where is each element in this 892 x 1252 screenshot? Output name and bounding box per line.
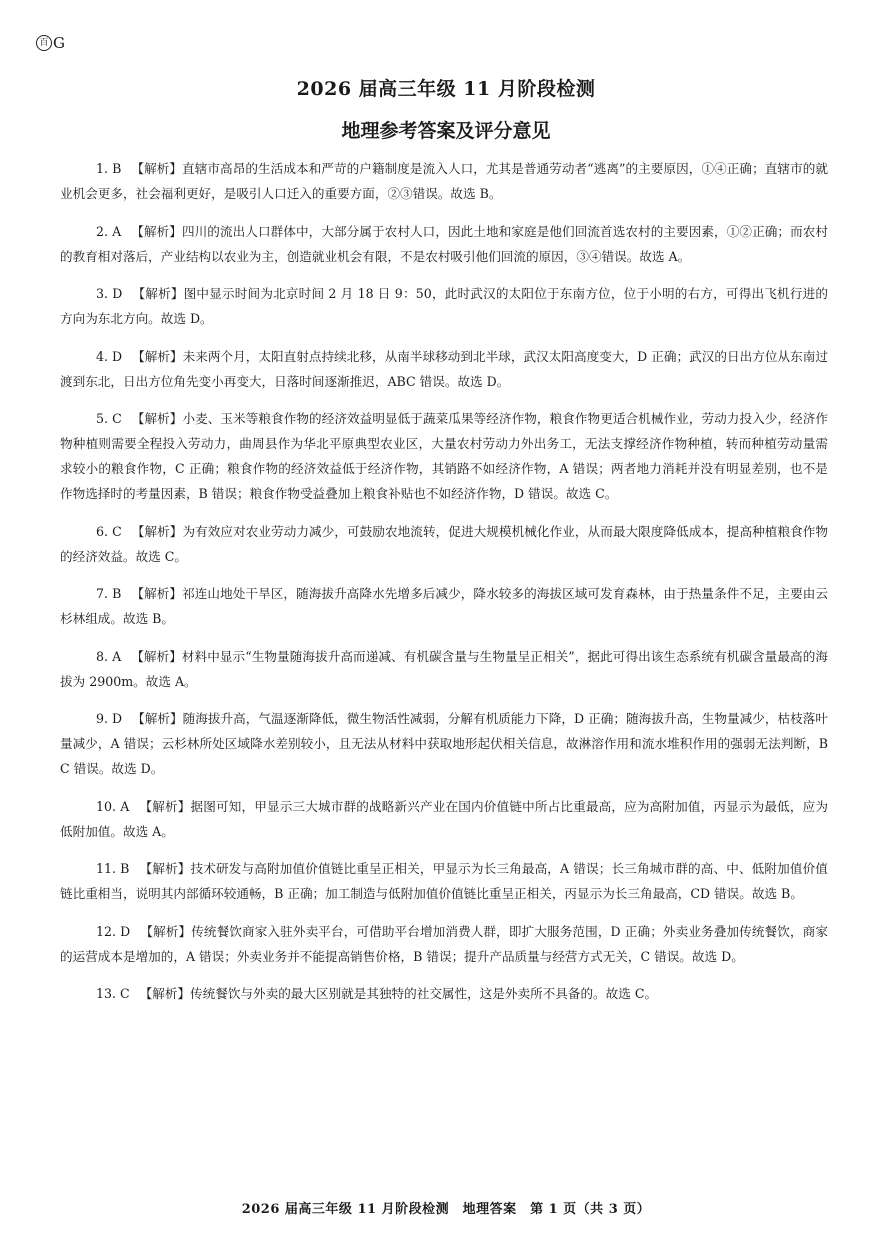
answer-item <box>60 981 828 1006</box>
answer-list <box>60 156 828 1019</box>
answer-number: 7. B <box>96 586 122 601</box>
answer-number: 2. A <box>96 223 122 239</box>
answer-text: 【解析】传统餐饮与外卖的最大区别就是其独特的社交属性，这是外卖所不具备的。故选 C。 <box>139 986 658 1001</box>
answer-number: 12. D <box>96 923 131 939</box>
logo-letter: G <box>53 34 65 52</box>
answer-text: 【解析】材料中显示“生物量随海拔升高而递减、有机碳含量与生物量呈正相关”，据此可得出该生态系统有机碳含量最高的海拔为 2900m。故选 A。 <box>60 648 828 689</box>
answer-text: 【解析】未来两个月，太阳直射点持续北移，从南半球移动到北半球，武汉太阳高度变大，D 正确；武汉的日出方位从东南过渡到东北，日出方位角先变小再变大，日落时间逐渐推迟，ABC 错误。故选 D。 <box>60 348 828 389</box>
answer-item <box>60 344 828 394</box>
page-footer: 2026 届高三年级 11 月阶段检测 地理答案 第 1 页（共 3 页） <box>241 1202 651 1217</box>
answer-item <box>60 281 828 331</box>
answer-number: 6. C <box>96 523 122 539</box>
answer-text: 【解析】直辖市高昂的生活成本和严苛的户籍制度是流入人口，尤其是普通劳动者“逃离”的主要原因，①④正确；直辖市的就业机会更多，社会福利更好，是吸引人口迁入的重要方面，②③错误。故选 B。 <box>60 161 828 201</box>
answer-number: 3. D <box>96 286 123 301</box>
logo-circle-icon: 百 <box>36 35 52 51</box>
answer-number: 10. A <box>96 798 130 814</box>
answer-item <box>60 644 828 694</box>
answer-item <box>60 219 828 269</box>
answer-text: 【解析】据图可知，甲显示三大城市群的战略新兴产业在国内价值链中所占比重最高，应为高附加值，丙显示为最低，应为低附加值。故选 A。 <box>60 798 828 839</box>
answer-item <box>60 856 828 906</box>
answer-text: 【解析】图中显示时间为北京时间 2 月 18 日 9：50，此时武汉的太阳位于东南方位，位于小明的右方，可得出飞机行进的方向为东北方向。故选 D。 <box>60 286 828 326</box>
answer-number: 13. C <box>96 986 130 1001</box>
answer-item <box>60 581 828 631</box>
answer-text: 【解析】小麦、玉米等粮食作物的经济效益明显低于蔬菜瓜果等经济作物，粮食作物更适合机械作业，劳动力投入少，经济作物种植则需要全程投入劳动力，曲周县作为华北平原典型农业区，大量农村劳动力外出务工，无法支撑经济作物种植，转而种植劳动量需求较小的粮食作物，C 正确；粮食作物的经济效益低于经济作物，其销路不如经济作物，A 错误；两者地力消耗并没有明显差别，也不是作物选择时的考量因素，B 错误；粮食作物受益叠加上粮食补贴也不如经济作物，D 错误。故选 C。 <box>60 411 829 501</box>
answer-text: 【解析】随海拔升高，气温逐渐降低，微生物活性减弱，分解有机质能力下降，D 正确；随海拔升高，生物量减少，枯枝落叶量减少，A 错误；云杉林所处区域降水差别较小，且无法从材料中获取地形起伏相关信息，故淋溶作用和流水堆积作用的强弱无法判断，BC 错误。故选 D。 <box>60 711 828 776</box>
page-subtitle: 地理参考答案及评分意见 <box>341 120 551 142</box>
answer-text: 【解析】技术研发与高附加值价值链比重呈正相关，甲显示为长三角最高，A 错误；长三角城市群的高、中、低附加值价值链比重相当，说明其内部循环较通畅，B 正确；加工制造与低附加值价值链比重呈正相关，丙显示为长三角最高，CD 错误。故选 B。 <box>60 861 828 901</box>
publisher-logo <box>36 34 65 52</box>
answer-item <box>60 519 828 569</box>
page-title: 2026 届高三年级 11 月阶段检测 <box>296 78 596 100</box>
answer-number: 11. B <box>96 861 130 876</box>
answer-number: 1. B <box>96 161 122 176</box>
answer-text: 【解析】祁连山地处干旱区，随海拔升高降水先增多后减少，降水较多的海拔区域可发育森林，由于热量条件不足，主要由云杉林组成。故选 B。 <box>60 586 829 626</box>
answer-text: 【解析】传统餐饮商家入驻外卖平台，可借助平台增加消费人群，即扩大服务范围，D 正确；外卖业务叠加传统餐饮，商家的运营成本是增加的，A 错误；外卖业务并不能提高销售价格，B 错误；提升产品质量与经营方式无关，C 错误。故选 D。 <box>60 923 828 964</box>
answer-item <box>60 919 828 969</box>
answer-text: 【解析】为有效应对农业劳动力减少，可鼓励农地流转，促进大规模机械化作业，从而最大限度降低成本，提高种植粮食作物的经济效益。故选 C。 <box>60 523 829 564</box>
answer-item <box>60 794 828 844</box>
answer-number: 4. D <box>96 348 123 364</box>
answer-number: 5. C <box>96 411 122 426</box>
answer-number: 8. A <box>96 648 122 664</box>
answer-item <box>60 706 828 781</box>
answer-item <box>60 406 828 506</box>
answer-item <box>60 156 828 206</box>
answer-text: 【解析】四川的流出人口群体中，大部分属于农村人口，因此土地和家庭是他们回流首选农村的主要因素，①②正确；而农村的教育相对落后，产业结构以农业为主，创造就业机会有限，不是农村吸引他们回流的原因，③④错误。故选 A。 <box>60 223 829 264</box>
answer-number: 9. D <box>96 711 123 726</box>
